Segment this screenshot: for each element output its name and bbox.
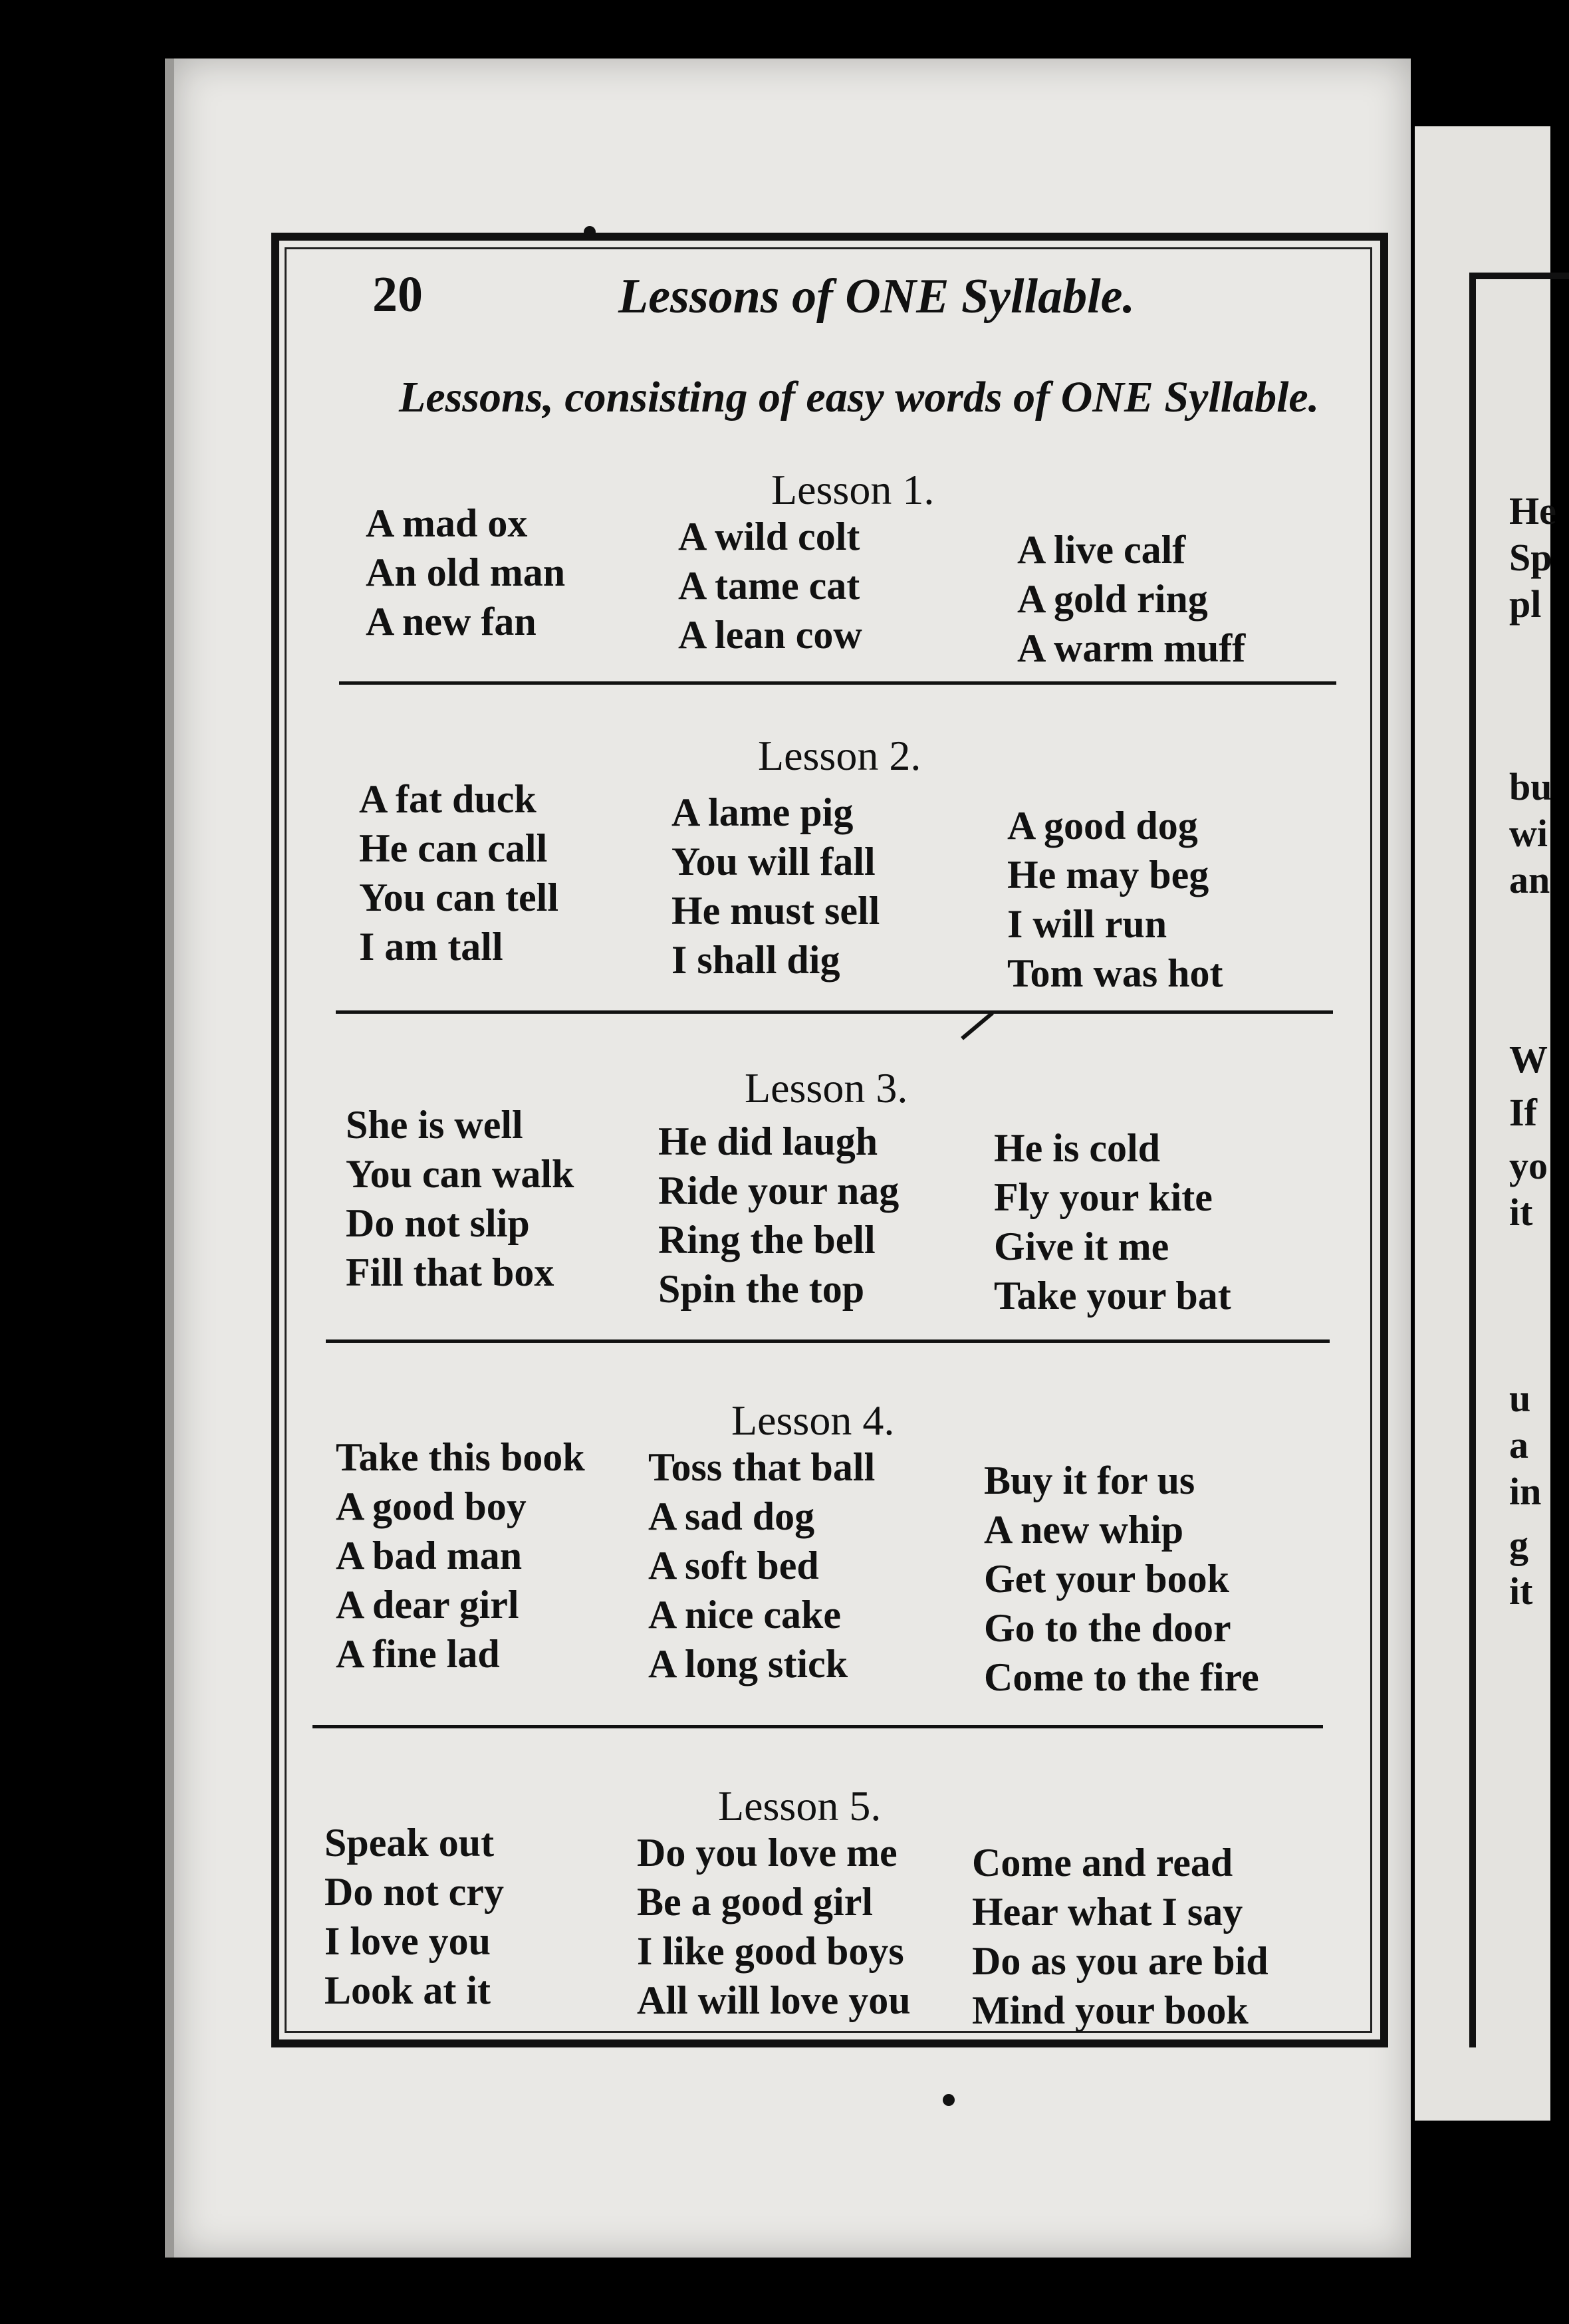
facing-text: it xyxy=(1509,1569,1533,1613)
lesson-column xyxy=(1017,525,1245,673)
lesson-line: A good boy xyxy=(336,1484,527,1528)
facing-text: yo xyxy=(1509,1144,1548,1187)
lesson-line: Do not slip xyxy=(346,1201,530,1245)
lesson-line: Go to the door xyxy=(984,1606,1231,1650)
lesson-line: Fly your kite xyxy=(994,1175,1213,1219)
lesson-line: Fill that box xyxy=(346,1250,554,1294)
lesson-line: A good dog xyxy=(1007,804,1198,848)
section-rule xyxy=(339,681,1336,685)
lesson-line: A sad dog xyxy=(648,1494,815,1538)
facing-text: pl xyxy=(1509,582,1542,626)
lesson-line: Come to the fire xyxy=(984,1655,1259,1699)
section-rule xyxy=(326,1339,1330,1343)
lesson-column xyxy=(984,1456,1259,1702)
lesson-line: She is well xyxy=(346,1103,523,1147)
lesson-line: He is cold xyxy=(994,1126,1160,1170)
lesson-line: A soft bed xyxy=(648,1544,819,1587)
lesson-line: An old man xyxy=(366,550,566,594)
lesson-line: A lean cow xyxy=(678,613,862,657)
lesson-line: Get your book xyxy=(984,1557,1229,1601)
lesson-line: A live calf xyxy=(1017,528,1186,572)
facing-text: wi xyxy=(1509,812,1548,855)
lesson-column xyxy=(658,1117,899,1314)
lesson-line: A new fan xyxy=(366,600,537,643)
facing-text: Sp xyxy=(1509,536,1552,579)
page-header xyxy=(312,266,1350,346)
lesson-line: I like good boys xyxy=(637,1929,904,1973)
lesson-line: Do not cry xyxy=(324,1870,504,1914)
lesson-line: Tom was hot xyxy=(1007,951,1223,995)
lesson-title: Lesson 1. xyxy=(771,466,935,513)
lesson-line: A tame cat xyxy=(678,564,860,608)
section-rule xyxy=(312,1725,1323,1728)
lesson-line: He may beg xyxy=(1007,853,1209,897)
lesson-line: A warm muff xyxy=(1017,626,1246,670)
lesson-line: Mind your book xyxy=(972,1988,1249,2032)
facing-text: W xyxy=(1509,1038,1548,1081)
lesson-line: You can walk xyxy=(346,1152,574,1196)
lesson-column xyxy=(994,1123,1231,1320)
lesson-line: You will fall xyxy=(671,840,876,883)
facing-text: He xyxy=(1509,489,1556,532)
lesson-column xyxy=(336,1433,585,1679)
lesson-column xyxy=(366,499,565,646)
lesson-line: A lame pig xyxy=(671,790,854,834)
lesson-title: Lesson 3. xyxy=(745,1064,908,1111)
lesson-column xyxy=(972,1838,1268,2035)
lesson-column xyxy=(648,1443,875,1688)
lesson-column xyxy=(359,774,558,971)
lesson-line: A fine lad xyxy=(336,1632,500,1676)
lesson-line: A dear girl xyxy=(336,1583,519,1627)
lesson-line: A wild colt xyxy=(678,515,860,558)
lesson-line: Do as you are bid xyxy=(972,1939,1268,1983)
lesson-column xyxy=(324,1818,504,2015)
lesson-line: Hear what I say xyxy=(972,1890,1243,1934)
lesson-line: Do you love me xyxy=(637,1831,898,1875)
lesson-column xyxy=(671,788,880,985)
lesson-title: Lesson 4. xyxy=(731,1397,895,1444)
lesson-line: A gold ring xyxy=(1017,577,1208,621)
facing-text: a xyxy=(1509,1423,1528,1466)
lesson-line: Ride your nag xyxy=(658,1169,900,1213)
lesson-line: A mad ox xyxy=(366,501,528,545)
lesson-line: A fat duck xyxy=(359,777,537,821)
lesson-line: He can call xyxy=(359,826,548,870)
lesson-line: I am tall xyxy=(359,925,503,969)
lesson-line: Be a good girl xyxy=(637,1880,873,1924)
lesson-title: Lesson 2. xyxy=(758,732,921,779)
lesson-column xyxy=(678,512,862,659)
lesson-line: I love you xyxy=(324,1919,491,1963)
facing-text: If xyxy=(1509,1091,1537,1134)
facing-text: u xyxy=(1509,1377,1531,1420)
page-number: 20 xyxy=(372,267,423,322)
lesson-line: Take your bat xyxy=(994,1274,1231,1318)
ornament-dot xyxy=(584,226,596,238)
lesson-line: You can tell xyxy=(359,875,558,919)
facing-text: an xyxy=(1509,858,1550,901)
lesson-line: Ring the bell xyxy=(658,1218,876,1262)
lesson-line: A long stick xyxy=(648,1642,848,1686)
lesson-line: He did laugh xyxy=(658,1119,878,1163)
lesson-line: Buy it for us xyxy=(984,1458,1195,1502)
lesson-line: Take this book xyxy=(336,1435,585,1479)
lesson-line: I will run xyxy=(1007,902,1167,946)
facing-text: g xyxy=(1509,1523,1528,1566)
lesson-line: Spin the top xyxy=(658,1267,865,1311)
running-title: Lessons of ONE Syllable. xyxy=(618,269,1135,324)
lesson-line: I shall dig xyxy=(671,938,840,982)
lesson-column xyxy=(1007,801,1223,998)
lesson-line: A new whip xyxy=(984,1508,1184,1552)
facing-text: bu xyxy=(1509,765,1552,808)
facing-text: it xyxy=(1509,1191,1533,1234)
lesson-line: Look at it xyxy=(324,1968,491,2012)
lesson-line: A bad man xyxy=(336,1534,523,1577)
signature-mark-dot xyxy=(943,2094,955,2106)
lesson-line: Come and read xyxy=(972,1841,1233,1885)
lesson-line: All will love you xyxy=(637,1978,911,2022)
lesson-title: Lesson 5. xyxy=(718,1782,882,1829)
section-subtitle: Lessons, consisting of easy words of ONE Syllable. xyxy=(399,373,1320,421)
lesson-column xyxy=(637,1828,911,2025)
facing-text: in xyxy=(1509,1470,1542,1513)
lesson-line: Toss that ball xyxy=(648,1445,876,1489)
lesson-line: A nice cake xyxy=(648,1593,841,1637)
lesson-line: Speak out xyxy=(324,1821,495,1865)
lesson-column xyxy=(346,1100,574,1297)
lesson-line: Give it me xyxy=(994,1224,1169,1268)
lesson-line: He must sell xyxy=(671,889,880,933)
section-rule xyxy=(336,1010,1333,1014)
